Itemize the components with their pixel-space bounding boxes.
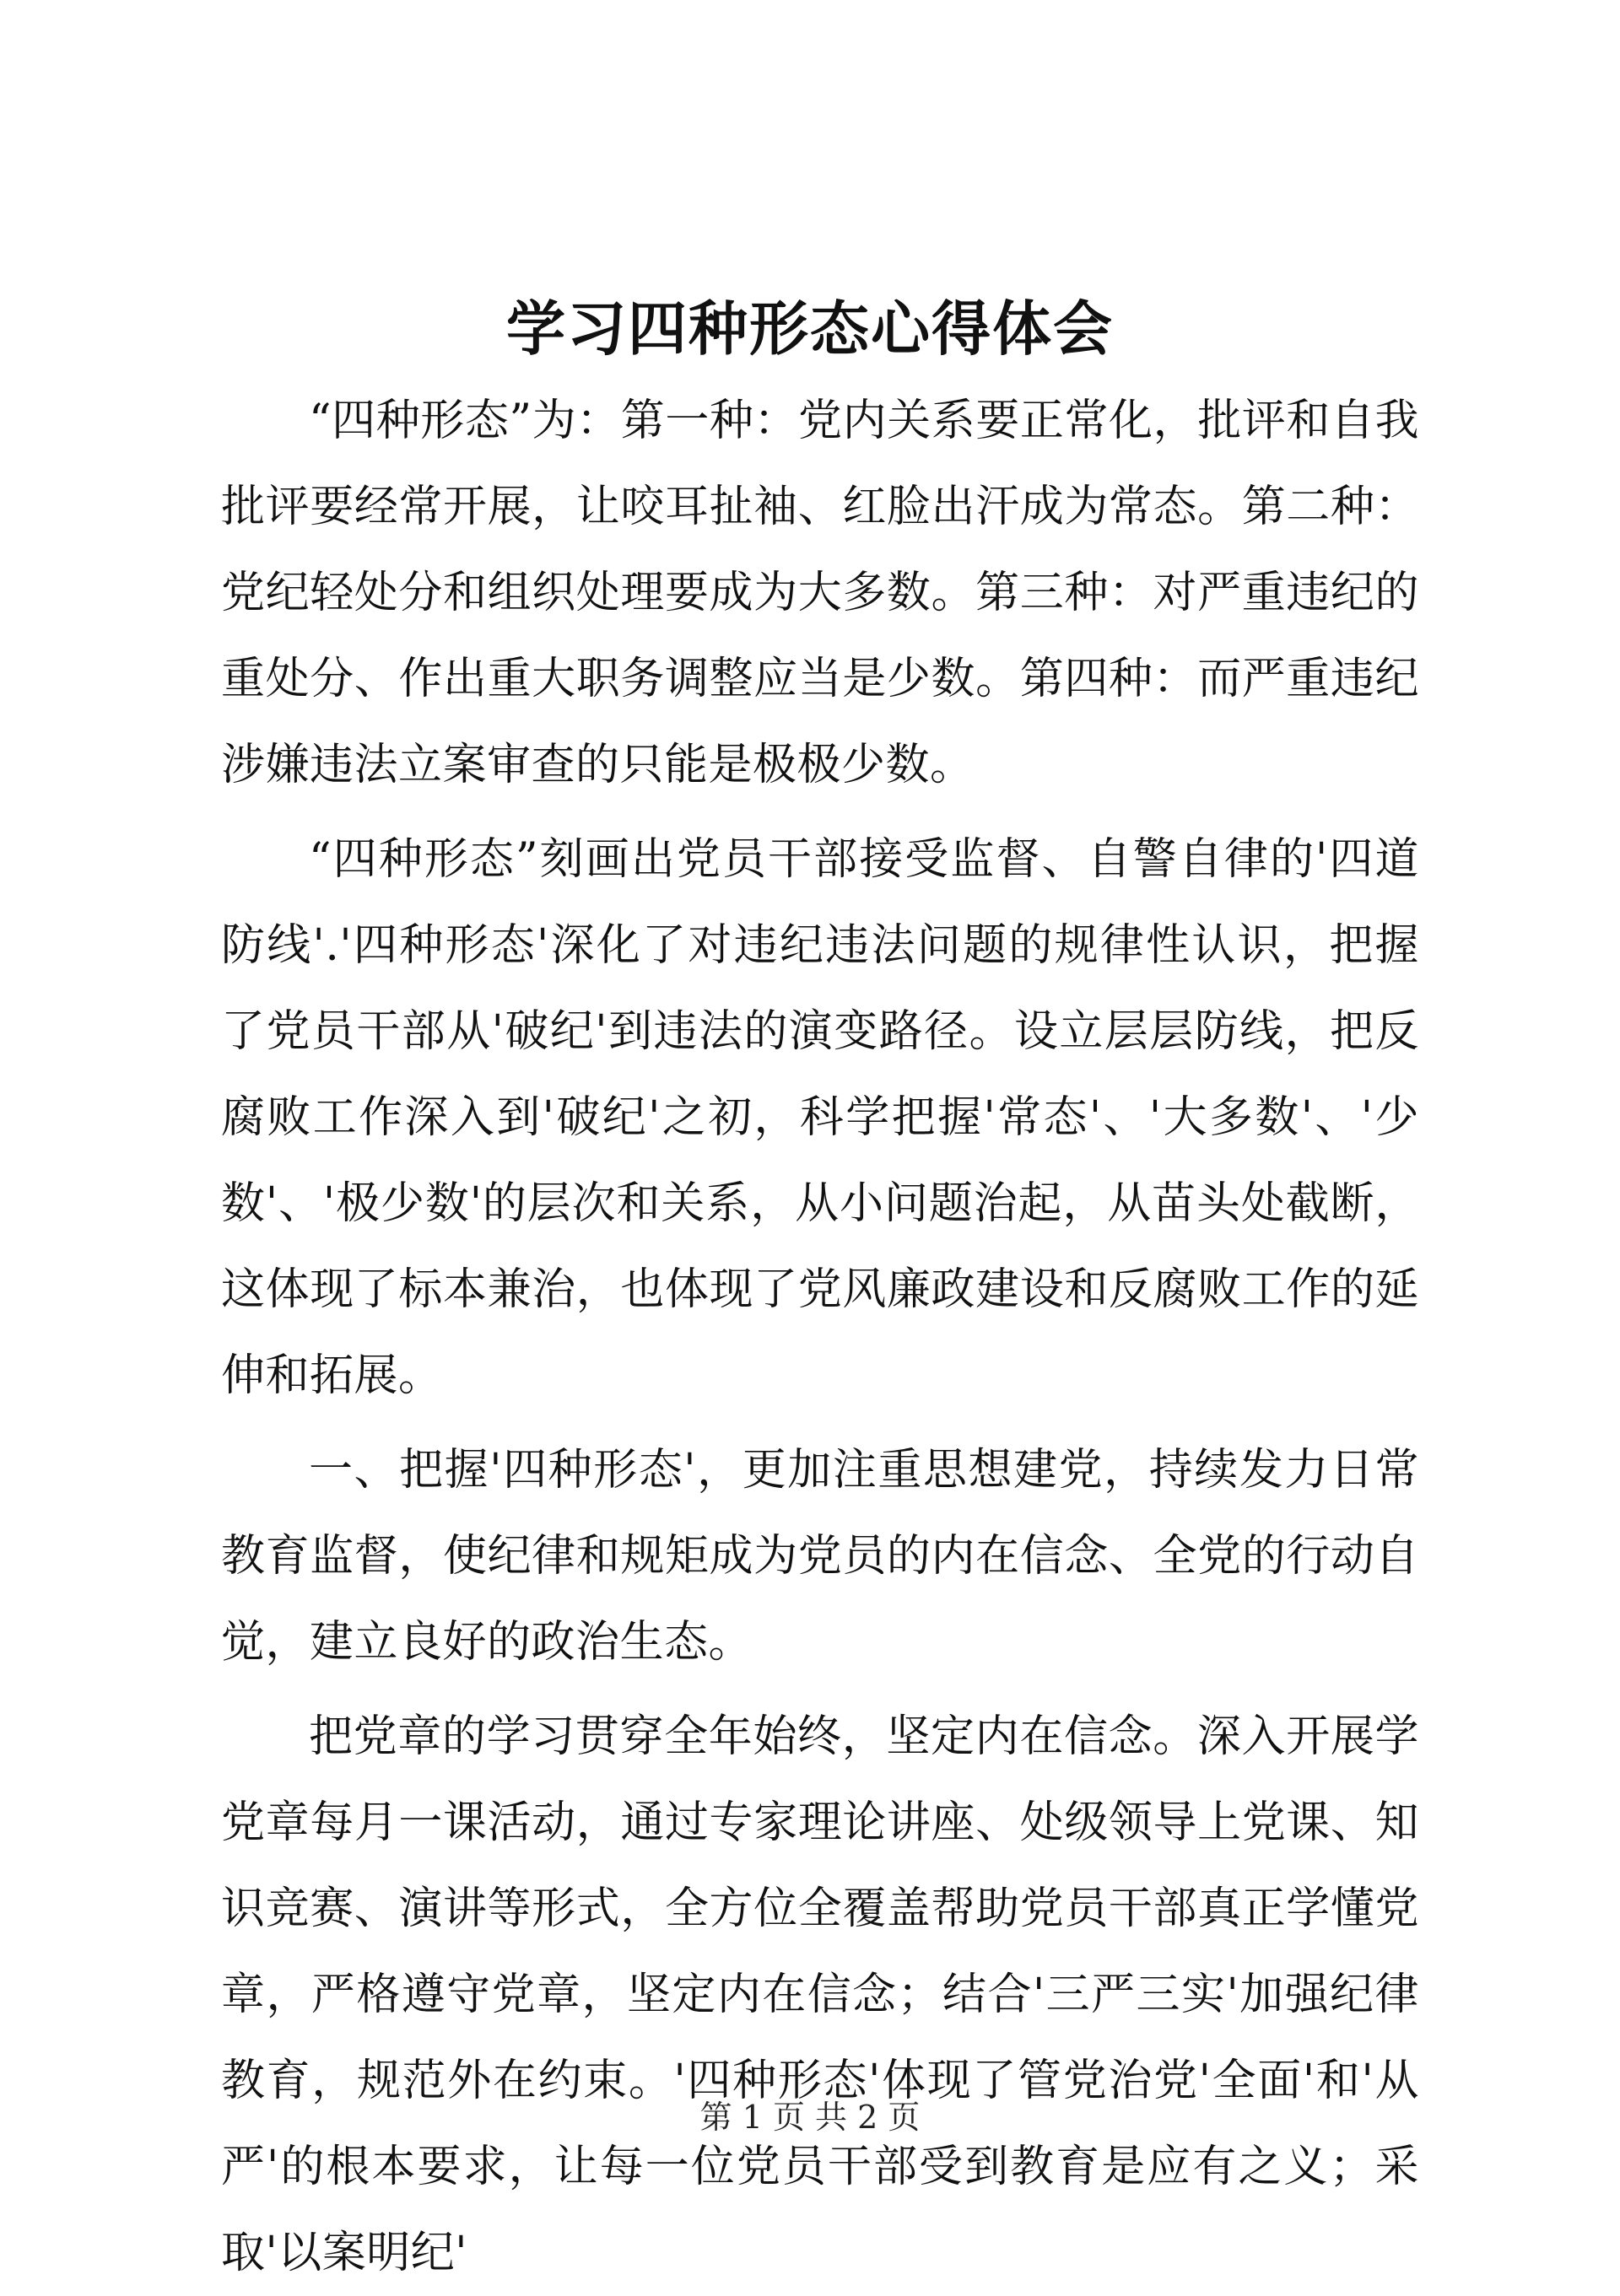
paragraph-3: 一、把握'四种形态'，更加注重思想建党，持续发力日常教育监督，使纪律和规矩成为党员的内在信念、全党的行动自觉，建立良好的政治生态。 (221, 1445, 1419, 1668)
document-body (221, 378, 1419, 2296)
document-title: 学习四种形态心得体会 (506, 294, 1114, 364)
page-number-footer: 第 1 页 共 2 页 (699, 2099, 921, 2136)
paragraph-1: “四种形态”为：第一种：党内关系要正常化，批评和自我批评要经常开展，让咬耳扯袖、红脸出汗成为常态。第二种：党纪轻处分和组织处理要成为大多数。第三种：对严重违纪的重处分、作出重大职务调整应当是少数。第四种：而严重违纪涉嫌违法立案审查的只能是极极少数。 (221, 396, 1419, 790)
paragraph-4: 把党章的学习贯穿全年始终，坚定内在信念。深入开展学党章每月一课活动，通过专家理论讲座、处级领导上党课、知识竞赛、演讲等形式，全方位全覆盖帮助党员干部真正学懂党章，严格遵守党章，坚定内在信念；结合'三严三实'加强纪律教育，规范外在约束。'四种形态'体现了管党治党'全面'和'从严'的根本要求，让每一位党员干部受到教育是应有之义；采取'以案明纪' (221, 1711, 1419, 2278)
paragraph-2: “四种形态”刻画出党员干部接受监督、自警自律的'四道防线'.'四种形态'深化了对违纪违法问题的规律性认识，把握了党员干部从'破纪'到违法的演变路径。设立层层防线，把反腐败工作深入到'破纪'之初，科学把握'常态'、'大多数'、'少数'、'极少数'的层次和关系，从小问题治起，从苗头处截断，这体现了标本兼治，也体现了党风廉政建设和反腐败工作的延伸和拓展。 (221, 834, 1419, 1401)
